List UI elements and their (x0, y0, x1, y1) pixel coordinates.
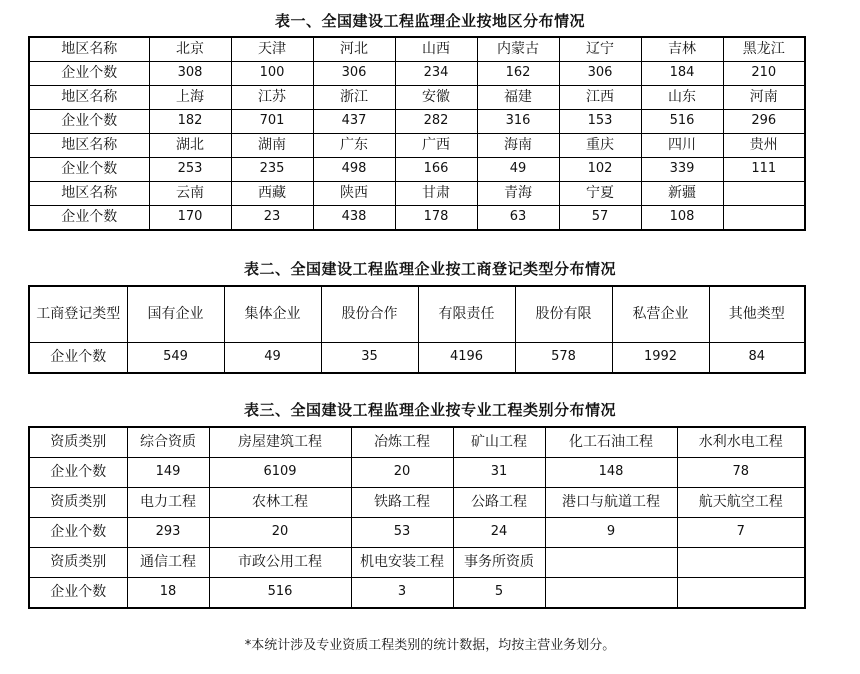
registration-type-cell: 股份有限 (515, 286, 612, 343)
region-name-cell: 浙江 (313, 86, 395, 110)
table2-title: 表二、全国建设工程监理企业按工商登记类型分布情况 (243, 260, 616, 278)
region-name-cell: 宁夏 (559, 182, 641, 206)
company-count-cell: 20 (209, 518, 351, 548)
company-count-cell: 316 (477, 110, 559, 134)
qualification-category-cell: 事务所资质 (453, 548, 545, 578)
company-count-cell: 516 (209, 578, 351, 609)
qualification-table-body (29, 427, 805, 608)
company-count-cell (723, 206, 805, 231)
qualification-category-cell: 铁路工程 (351, 488, 453, 518)
qualification-category-cell: 水利水电工程 (677, 427, 805, 458)
company-count-cell: 7 (677, 518, 805, 548)
company-count-cell: 102 (559, 158, 641, 182)
region-name-label: 地区名称 (29, 182, 149, 206)
qualification-category-cell: 农林工程 (209, 488, 351, 518)
company-count-cell: 111 (723, 158, 805, 182)
footnote: *本统计涉及专业资质工程类别的统计数据，均按主营业务划分。 (244, 638, 616, 653)
region-name-cell: 新疆 (641, 182, 723, 206)
table-row (29, 548, 805, 578)
company-count-cell: 148 (545, 458, 677, 488)
company-count-cell: 24 (453, 518, 545, 548)
company-count-cell: 84 (709, 343, 805, 374)
company-count-label: 企业个数 (29, 62, 149, 86)
company-count-cell: 549 (127, 343, 224, 374)
region-name-cell: 河南 (723, 86, 805, 110)
qualification-category-cell: 市政公用工程 (209, 548, 351, 578)
table1-title: 表一、全国建设工程监理企业按地区分布情况 (274, 12, 585, 30)
region-name-cell: 吉林 (641, 37, 723, 62)
company-count-cell: 3 (351, 578, 453, 609)
region-name-cell: 北京 (149, 37, 231, 62)
company-count-cell: 4196 (418, 343, 515, 374)
company-count-label: 企业个数 (29, 343, 127, 374)
company-count-cell: 5 (453, 578, 545, 609)
company-count-cell: 210 (723, 62, 805, 86)
company-count-cell: 53 (351, 518, 453, 548)
company-count-cell: 31 (453, 458, 545, 488)
region-name-cell: 海南 (477, 134, 559, 158)
region-name-cell (723, 182, 805, 206)
company-count-label: 企业个数 (29, 458, 127, 488)
qualification-category-cell (677, 548, 805, 578)
qualification-category-label: 资质类别 (29, 427, 127, 458)
region-name-cell: 陕西 (313, 182, 395, 206)
company-count-label: 企业个数 (29, 158, 149, 182)
registration-type-cell: 其他类型 (709, 286, 805, 343)
table-row (29, 86, 805, 110)
company-count-cell: 253 (149, 158, 231, 182)
region-name-cell: 安徽 (395, 86, 477, 110)
table-row (29, 286, 805, 343)
qualification-category-table (28, 426, 806, 609)
table-row (29, 110, 805, 134)
company-count-cell: 234 (395, 62, 477, 86)
region-name-cell: 重庆 (559, 134, 641, 158)
company-count-cell: 282 (395, 110, 477, 134)
company-count-cell: 235 (231, 158, 313, 182)
qualification-category-cell: 公路工程 (453, 488, 545, 518)
region-name-cell: 上海 (149, 86, 231, 110)
region-name-cell: 青海 (477, 182, 559, 206)
region-name-cell: 云南 (149, 182, 231, 206)
company-count-cell: 306 (559, 62, 641, 86)
registration-type-cell: 集体企业 (224, 286, 321, 343)
company-count-label: 企业个数 (29, 110, 149, 134)
region-name-cell: 四川 (641, 134, 723, 158)
qualification-category-cell: 航天航空工程 (677, 488, 805, 518)
region-name-cell: 湖北 (149, 134, 231, 158)
company-count-cell: 100 (231, 62, 313, 86)
region-name-label: 地区名称 (29, 37, 149, 62)
region-name-cell: 贵州 (723, 134, 805, 158)
table-row (29, 343, 805, 374)
registration-type-cell: 有限责任 (418, 286, 515, 343)
region-name-cell: 广东 (313, 134, 395, 158)
company-count-cell: 23 (231, 206, 313, 231)
qualification-category-label: 资质类别 (29, 488, 127, 518)
company-count-cell: 516 (641, 110, 723, 134)
company-count-cell: 57 (559, 206, 641, 231)
region-name-cell: 西藏 (231, 182, 313, 206)
registration-type-table (28, 285, 806, 374)
company-count-cell: 149 (127, 458, 209, 488)
company-count-cell: 296 (723, 110, 805, 134)
region-name-cell: 山西 (395, 37, 477, 62)
qualification-category-cell: 综合资质 (127, 427, 209, 458)
company-count-cell: 9 (545, 518, 677, 548)
company-count-label: 企业个数 (29, 206, 149, 231)
company-count-cell (677, 578, 805, 609)
company-count-cell: 108 (641, 206, 723, 231)
region-name-cell: 江西 (559, 86, 641, 110)
company-count-cell: 437 (313, 110, 395, 134)
company-count-cell: 153 (559, 110, 641, 134)
qualification-category-cell: 港口与航道工程 (545, 488, 677, 518)
company-count-cell: 498 (313, 158, 395, 182)
table-row (29, 182, 805, 206)
qualification-category-cell: 机电安装工程 (351, 548, 453, 578)
region-name-cell: 广西 (395, 134, 477, 158)
company-count-cell: 184 (641, 62, 723, 86)
company-count-cell: 49 (477, 158, 559, 182)
region-name-label: 地区名称 (29, 86, 149, 110)
qualification-category-cell: 房屋建筑工程 (209, 427, 351, 458)
qualification-category-cell: 电力工程 (127, 488, 209, 518)
qualification-category-label: 资质类别 (29, 548, 127, 578)
company-count-cell: 166 (395, 158, 477, 182)
region-name-cell: 山东 (641, 86, 723, 110)
table3-title: 表三、全国建设工程监理企业按专业工程类别分布情况 (243, 401, 616, 419)
table-row (29, 206, 805, 231)
table-row (29, 518, 805, 548)
company-count-cell: 1992 (612, 343, 709, 374)
company-count-cell: 78 (677, 458, 805, 488)
region-name-cell: 江苏 (231, 86, 313, 110)
company-count-cell: 438 (313, 206, 395, 231)
registration-table-body (29, 286, 805, 373)
company-count-cell: 578 (515, 343, 612, 374)
company-count-cell: 293 (127, 518, 209, 548)
table-row (29, 578, 805, 609)
company-count-cell: 306 (313, 62, 395, 86)
region-table-body (29, 37, 805, 230)
qualification-category-cell: 化工石油工程 (545, 427, 677, 458)
region-name-cell: 黑龙江 (723, 37, 805, 62)
table-row (29, 488, 805, 518)
qualification-category-cell (545, 548, 677, 578)
table-row (29, 458, 805, 488)
company-count-cell: 339 (641, 158, 723, 182)
region-name-cell: 天津 (231, 37, 313, 62)
region-name-cell: 湖南 (231, 134, 313, 158)
company-count-cell: 178 (395, 206, 477, 231)
registration-type-label: 工商登记类型 (29, 286, 127, 343)
region-name-label: 地区名称 (29, 134, 149, 158)
qualification-category-cell: 矿山工程 (453, 427, 545, 458)
table-row (29, 134, 805, 158)
region-name-cell: 内蒙古 (477, 37, 559, 62)
region-name-cell: 甘肃 (395, 182, 477, 206)
region-name-cell: 辽宁 (559, 37, 641, 62)
registration-type-cell: 股份合作 (321, 286, 418, 343)
registration-type-cell: 私营企业 (612, 286, 709, 343)
company-count-cell: 18 (127, 578, 209, 609)
company-count-cell: 308 (149, 62, 231, 86)
table-row (29, 427, 805, 458)
table-row (29, 37, 805, 62)
company-count-cell: 63 (477, 206, 559, 231)
qualification-category-cell: 通信工程 (127, 548, 209, 578)
qualification-category-cell: 冶炼工程 (351, 427, 453, 458)
company-count-cell: 35 (321, 343, 418, 374)
company-count-cell (545, 578, 677, 609)
table-row (29, 158, 805, 182)
company-count-cell: 6109 (209, 458, 351, 488)
company-count-cell: 162 (477, 62, 559, 86)
company-count-cell: 20 (351, 458, 453, 488)
company-count-cell: 182 (149, 110, 231, 134)
company-count-cell: 170 (149, 206, 231, 231)
registration-type-cell: 国有企业 (127, 286, 224, 343)
region-name-cell: 河北 (313, 37, 395, 62)
region-name-cell: 福建 (477, 86, 559, 110)
table-row (29, 62, 805, 86)
company-count-label: 企业个数 (29, 518, 127, 548)
company-count-cell: 701 (231, 110, 313, 134)
company-count-cell: 49 (224, 343, 321, 374)
company-count-label: 企业个数 (29, 578, 127, 609)
region-distribution-table (28, 36, 806, 231)
